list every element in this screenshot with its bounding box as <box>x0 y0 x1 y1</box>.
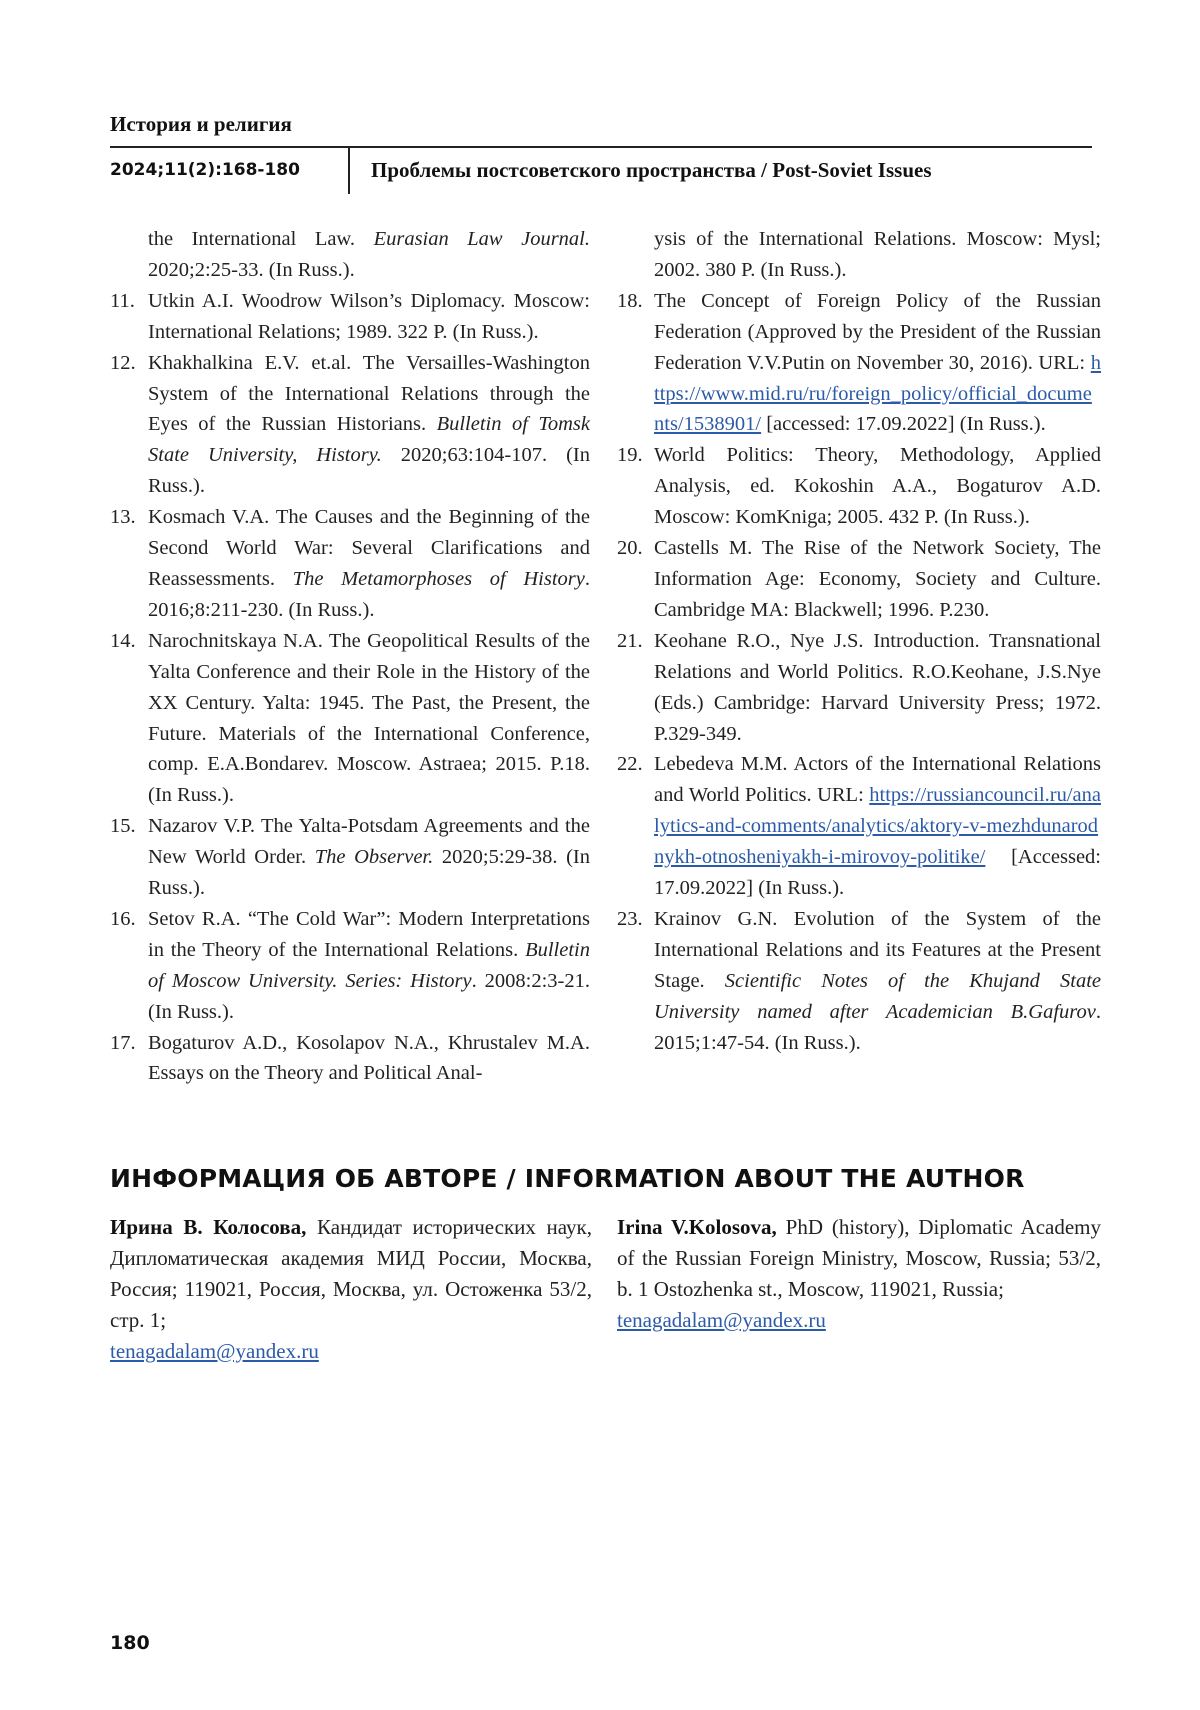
reference-source-title: Bulletin of Tomsk State University, History. <box>148 413 591 467</box>
reference-item <box>617 904 1101 1059</box>
page-number: 180 <box>110 1632 150 1654</box>
reference-text: Krainov G.N. Evolution of the System of the International Relations and its Features at the Present Stage. <box>654 907 1101 992</box>
reference-item <box>110 502 590 626</box>
reference-text: Setov R.A. “The Cold War”: Modern Interpretations in the Theory of the International Relations. <box>148 907 590 961</box>
reference-item <box>110 626 590 811</box>
reference-text: Bogaturov A.D., Kosolapov N.A., Khrustalev M.A. Essays on the Theory and Political Anal- <box>148 1031 590 1085</box>
reference-item <box>617 286 1101 441</box>
reference-url-link[interactable]: https://www.mid.ru/ru/foreign_policy/official_documents/1538901/ <box>654 351 1101 436</box>
reference-text: 2020;63:104-107. (In Russ.). <box>148 444 590 498</box>
reference-number: 18. <box>617 289 643 312</box>
reference-text: Khakhalkina E.V. et.al. The Versailles-Washington System of the International Relations through the Eyes of the Russian Historians. <box>148 351 590 436</box>
reference-source-title: The Metamorphoses of History <box>292 567 585 590</box>
author-email-link-en[interactable]: tenagadalam@yandex.ru <box>617 1307 826 1332</box>
reference-number: 14. <box>110 629 136 652</box>
reference-item <box>617 533 1101 626</box>
author-info-heading: ИНФОРМАЦИЯ ОБ АВТОРЕ / INFORMATION ABOUT THE AUTHOR <box>110 1164 1025 1193</box>
author-info-ru <box>110 1212 592 1367</box>
reference-item <box>617 749 1101 904</box>
reference-text: 2020;5:29-38. (In Russ.). <box>148 846 591 900</box>
reference-item <box>617 440 1101 533</box>
reference-text: ysis of the International Relations. Moscow: Mysl; 2002. 380 P. (In Russ.). <box>654 228 1101 281</box>
reference-text: . 2015;1:47-54. (In Russ.). <box>654 1000 1101 1054</box>
reference-text: Narochnitskaya N.A. The Geopolitical Results of the Yalta Conference and their Role in the History of the XX Century. Yalta: 1945. The Past, the Present, the Future. Materials of the International Conference, comp. E.A.Bondarev. Moscow. Astraea; 2015. P.18. (In Russ.). <box>148 629 590 807</box>
author-details-ru: Кандидат исторических наук, Дипломатическая академия МИД России, Москва, Россия; 119021, Россия, Москва, ул. Остоженка 53/2, стр. 1; <box>110 1215 592 1332</box>
reference-item <box>617 626 1101 750</box>
reference-number: 19. <box>617 444 643 467</box>
author-info-en <box>617 1212 1101 1336</box>
header-rule <box>110 146 1092 148</box>
reference-text: . 2008:2:3-21. (In Russ.). <box>148 969 590 1023</box>
reference-text: [accessed: 17.09.2022] (In Russ.). <box>761 413 1046 436</box>
reference-text: 2020;2:25-33. (In Russ.). <box>148 258 355 281</box>
reference-number: 17. <box>110 1031 136 1054</box>
reference-source-title: Eurasian Law Journal. <box>373 228 590 250</box>
reference-number: 21. <box>617 629 643 652</box>
reference-text: The Concept of Foreign Policy of the Russian Federation (Approved by the President of the Russian Federation V.V.Putin on November 30, 2016). URL: <box>654 289 1101 374</box>
reference-text: Utkin A.I. Woodrow Wilson’s Diplomacy. Moscow: International Relations; 1989. 322 P. (In Russ.). <box>148 289 590 343</box>
reference-item <box>110 286 590 348</box>
reference-source-title: Scientific Notes of the Khujand State University named after Academician B.Gafurov <box>654 969 1101 1023</box>
reference-item <box>617 224 1101 286</box>
section-label: История и религия <box>110 112 292 136</box>
reference-item <box>110 348 590 503</box>
reference-url-link[interactable]: https://russiancouncil.ru/analytics-and-comments/analytics/aktory-v-mezhdunarodnykh-otnosheniyakh-i-mirovoy-politike/ <box>654 784 1101 869</box>
reference-number: 16. <box>110 907 136 930</box>
references-right-column <box>617 224 1101 1058</box>
reference-text: Castells M. The Rise of the Network Society, The Information Age: Economy, Society and Culture. Cambridge MA: Blackwell; 1996. P.230. <box>654 537 1101 621</box>
reference-text: . 2016;8:211-230. (In Russ.). <box>148 567 591 621</box>
reference-source-title: The Observer. <box>314 846 434 869</box>
reference-text: Nazarov V.P. The Yalta-Potsdam Agreements and the New World Order. <box>148 815 590 869</box>
reference-text: [Accessed: 17.09.2022] (In Russ.). <box>654 846 1101 900</box>
reference-text: Kosmach V.A. The Causes and the Beginning of the Second World War: Several Clarifications and Reassessments. <box>148 506 590 590</box>
reference-number: 15. <box>110 815 136 838</box>
author-name-en: Irina V.Kolosova, <box>617 1215 777 1239</box>
journal-title: Проблемы постсоветского пространства / Post-Soviet Issues <box>371 158 932 182</box>
reference-text: the International Law. <box>148 228 374 250</box>
reference-number: 23. <box>617 907 643 930</box>
reference-number: 22. <box>617 753 643 776</box>
author-name-ru: Ирина В. Колосова, <box>110 1215 307 1239</box>
reference-text: Lebedeva M.M. Actors of the International Relations and World Politics. URL: <box>654 753 1101 807</box>
header-divider <box>348 147 350 194</box>
reference-text: World Politics: Theory, Methodology, Applied Analysis, ed. Kokoshin A.A., Bogaturov A.D. Moscow: KomKniga; 2005. 432 P. (In Russ.). <box>654 444 1101 529</box>
reference-item <box>110 1028 590 1090</box>
reference-item <box>110 224 590 286</box>
reference-number: 13. <box>110 506 136 529</box>
reference-item <box>110 811 590 904</box>
references-left-column <box>110 224 590 1089</box>
reference-number: 11. <box>110 289 135 312</box>
reference-source-title: Bulletin of Moscow University. Series: History <box>148 938 590 992</box>
reference-number: 20. <box>617 537 643 560</box>
author-details-en: PhD (history), Diplomatic Academy of the Russian Foreign Ministry, Moscow, Russia; 53/2, b. 1 Ostozhenka st., Moscow, 119021, Russia; <box>617 1215 1101 1301</box>
reference-text: Keohane R.O., Nye J.S. Introduction. Transnational Relations and World Politics. R.O.Keohane, J.S.Nye (Eds.) Cambridge: Harvard University Press; 1972. P.329-349. <box>654 629 1101 745</box>
issue-reference: 2024;11(2):168-180 <box>110 160 300 180</box>
reference-item <box>110 904 590 1028</box>
reference-number: 12. <box>110 351 136 374</box>
author-email-link-ru[interactable]: tenagadalam@yandex.ru <box>110 1338 319 1363</box>
